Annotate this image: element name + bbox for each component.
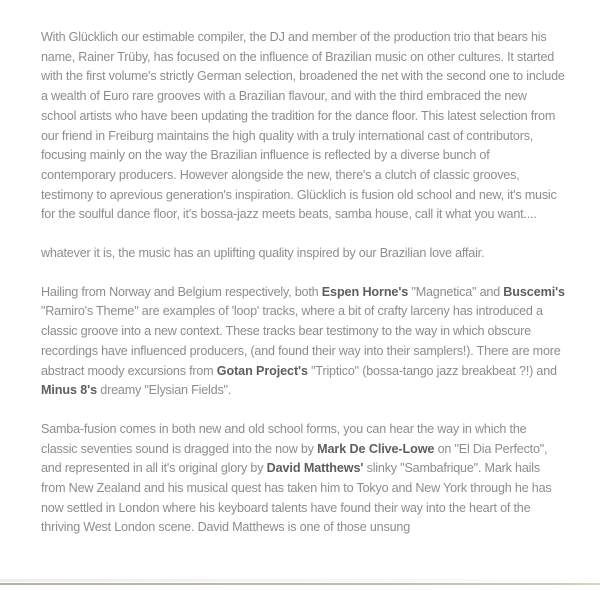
artist-name-gotan-project: Gotan Project's	[216, 363, 308, 378]
text-run: on "El Dia Perfecto", and represented in all it's original glory by	[41, 441, 548, 476]
scan-smudge-artifact	[0, 579, 600, 582]
artist-name-mark-de-clive-lowe: Mark De Clive-Lowe	[317, 441, 435, 456]
liner-notes-paragraph-4	[41, 420, 565, 538]
artist-name-minus-8: Minus 8's	[41, 383, 97, 398]
text-run: "Triptico" (bossa-tango jazz breakbeat ?!) and	[307, 363, 557, 378]
liner-notes-paragraph-3	[41, 283, 565, 401]
artist-name-david-matthews: David Matthews'	[266, 461, 364, 476]
text-run: "Ramiro's Theme" are examples of 'loop' tracks, where a bit of crafty larceny has introduced a classic groove into a new context. These tracks bear testimony to the way in which obscure recordings have influenced producers, (and found their way into their samplers!). There are more abstract moody excursions from	[41, 304, 561, 378]
text-run: With Glücklich our estimable compiler, the DJ and member of the production trio that bears his name, Rainer Trüby, has focused on the influence of Brazilian music on other cultures. It started with the first volume's strictly German selection, broadened the net with the second one to include a wealth of Euro rare grooves with a Brazilian flavour, and with the third embraced the new school artists who have been updating the tradition for the dance floor. This latest selection from our friend in Freiburg maintains the high quality with a truly international cast of contributors, focusing mainly on the way the Brazilian influence is reflected by a diverse bunch of contemporary producers. However alongside the new, there's a clutch of classic grooves, testimony to aprevious generation's inspiration. Glücklich is fusion old school and new, it's music for the soulful dance floor, it's bossa-jazz meets beats, samba house, call it what you want....	[41, 30, 565, 222]
text-run: Samba-fusion comes in both new and old school forms, you can hear the way in which the classic seventies sound is dragged into the now by	[41, 421, 527, 456]
liner-notes-paragraph-1	[41, 28, 565, 225]
scan-edge-line	[0, 583, 600, 585]
text-run: "Magnetica" and	[408, 284, 504, 299]
artist-name-buscemi: Buscemi's	[503, 284, 565, 299]
text-run: whatever it is, the music has an uplifting quality inspired by our Brazilian love affair.	[41, 246, 485, 261]
artist-name-espen-horne: Espen Horne's	[321, 284, 409, 299]
text-run: slinky "Sambafrique". Mark hails from New Zealand and his musical quest has taken him to Tokyo and New York through he has now settled in London where his keyboard talents have found their way into the heart of the thriving West London scene. David Matthews is one of those unsung	[41, 461, 552, 535]
liner-notes	[41, 28, 565, 557]
text-run: Hailing from Norway and Belgium respectively, both	[41, 284, 322, 299]
liner-notes-paragraph-2	[41, 244, 565, 264]
text-run: dreamy "Elysian Fields".	[96, 383, 232, 398]
